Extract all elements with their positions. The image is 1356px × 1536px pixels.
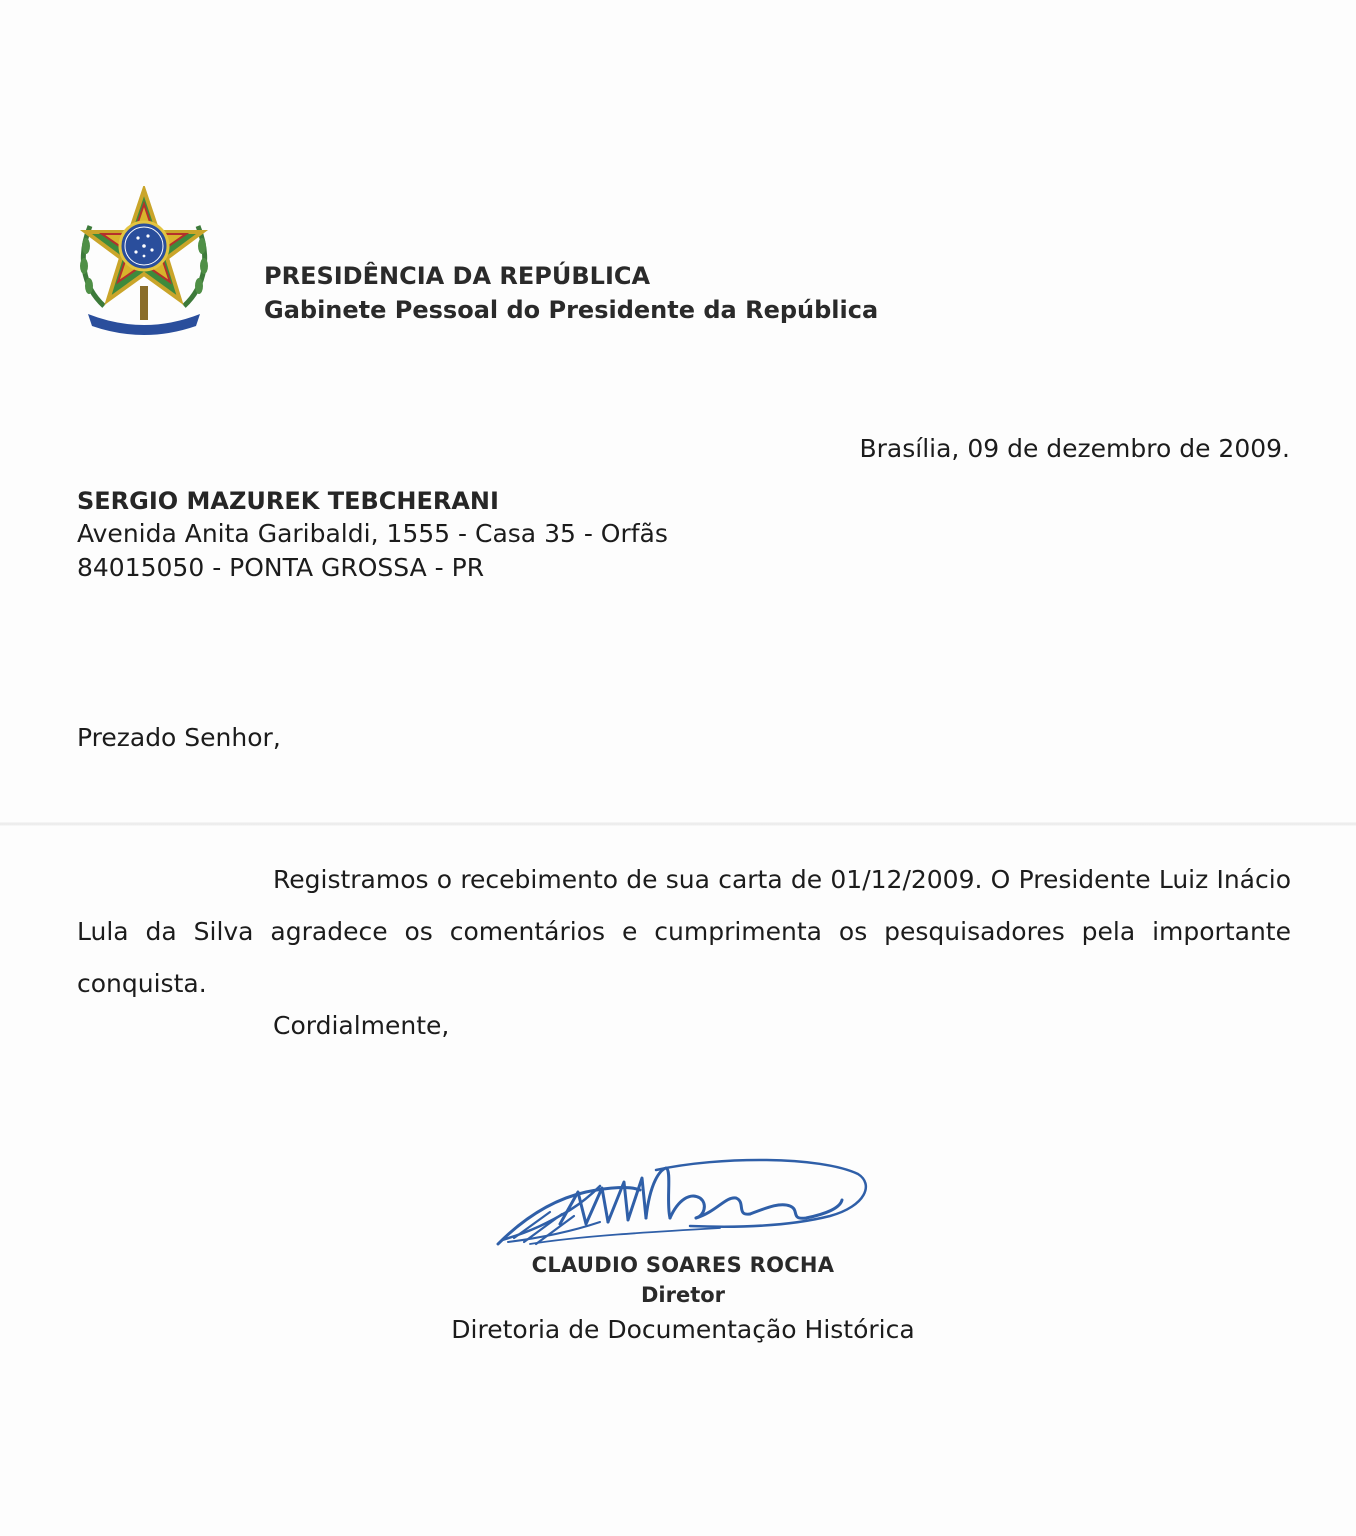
signatory-name: CLAUDIO SOARES ROCHA bbox=[531, 1253, 835, 1277]
letterhead-title: PRESIDÊNCIA DA REPÚBLICA bbox=[264, 262, 651, 290]
letterhead-subtitle: Gabinete Pessoal do Presidente da República bbox=[264, 296, 879, 324]
letter-greeting: Prezado Senhor, bbox=[77, 723, 281, 752]
signatory-department: Diretoria de Documentação Histórica bbox=[451, 1315, 915, 1344]
signatory-block bbox=[383, 1250, 983, 1350]
coat-of-arms-emblem bbox=[74, 186, 214, 336]
recipient-name: SERGIO MAZUREK TEBCHERANI bbox=[77, 487, 499, 515]
letter-date: Brasília, 09 de dezembro de 2009. bbox=[859, 434, 1290, 463]
handwritten-signature bbox=[490, 1152, 880, 1262]
paper-fold-line bbox=[0, 822, 1356, 826]
letter-closing: Cordialmente, bbox=[273, 1011, 450, 1040]
recipient-address-line1: Avenida Anita Garibaldi, 1555 - Casa 35 - Orfãs bbox=[77, 519, 668, 548]
signatory-title: Diretor bbox=[640, 1283, 726, 1307]
letter-body: Registramos o recebimento de sua carta de 01/12/2009. O Presidente Luiz Inácio Lula da Silva agradece os comentários e cumprimenta os pesquisadores pela importante conquista. bbox=[77, 865, 1291, 998]
recipient-address-line2: 84015050 - PONTA GROSSA - PR bbox=[77, 553, 485, 582]
